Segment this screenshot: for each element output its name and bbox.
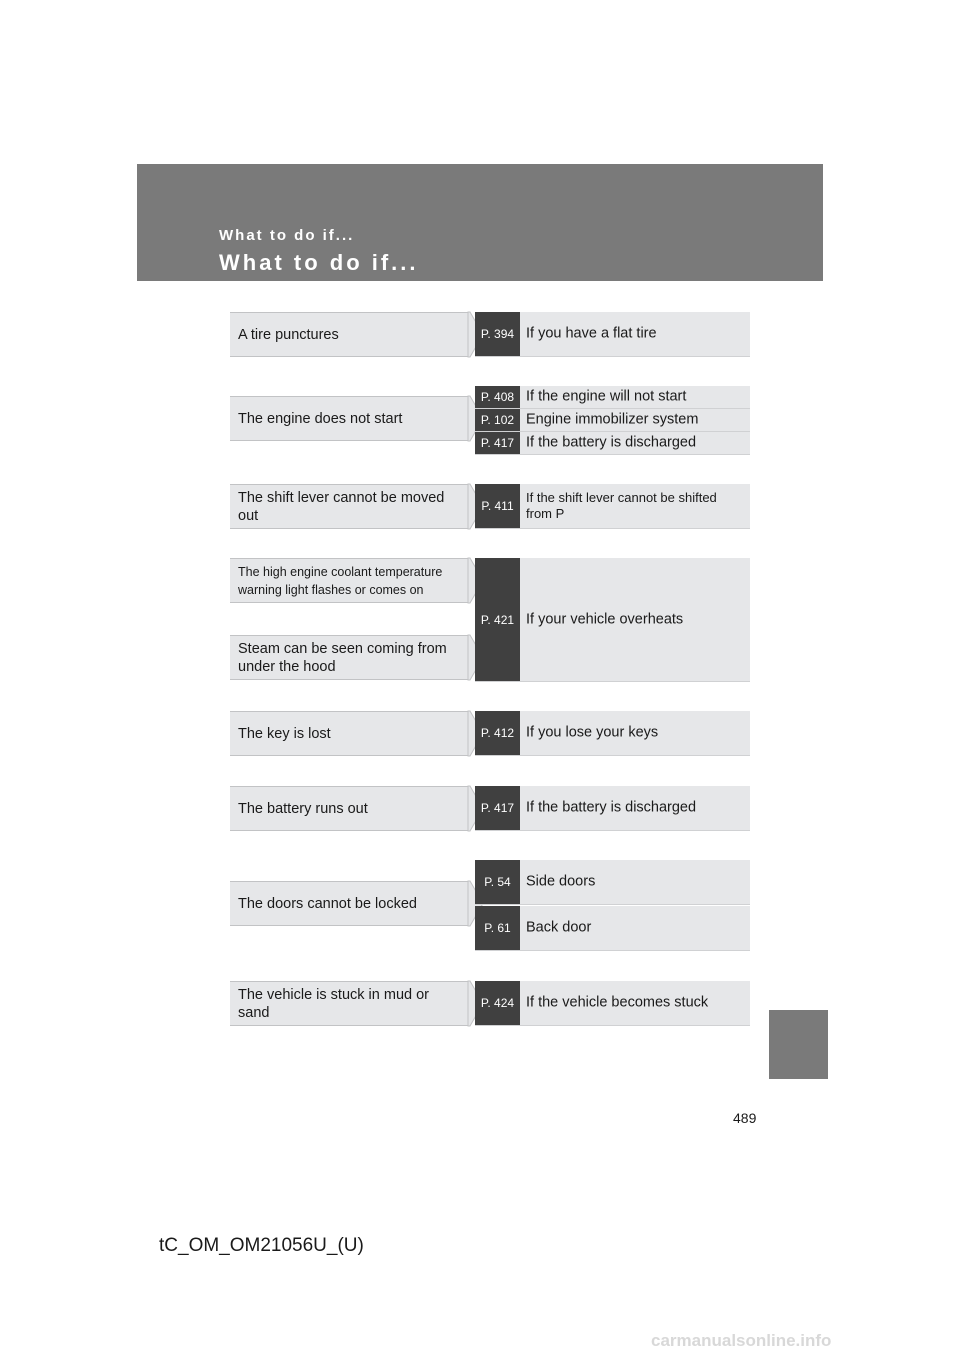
result-row: [475, 711, 750, 756]
result-label: If the engine will not start: [526, 388, 687, 405]
page-reference: P. 54: [475, 860, 520, 904]
condition-text: The engine does not start: [238, 410, 403, 427]
page-reference: P. 411: [475, 484, 520, 528]
condition-box: [230, 484, 470, 529]
condition-text: The battery runs out: [238, 800, 368, 817]
page-reference: P. 102: [475, 409, 520, 431]
result-row: [475, 981, 750, 1026]
page-reference: P. 61: [475, 906, 520, 950]
page-reference: P. 408: [475, 386, 520, 408]
result-row: [475, 312, 750, 357]
result-row: [475, 409, 750, 432]
condition-text: The vehicle is stuck in mud or sand: [238, 986, 429, 1021]
page-number: 489: [733, 1110, 757, 1126]
result-label: If the battery is discharged: [526, 799, 697, 816]
result-row: [475, 386, 750, 409]
page-reference: P. 417: [475, 432, 520, 454]
result-label: If you have a flat tire: [526, 325, 657, 342]
condition-text: The high engine coolant temperature warning light flashes or comes on: [238, 564, 443, 597]
page-reference: P. 424: [475, 981, 520, 1025]
page-reference: P. 412: [475, 711, 520, 755]
result-label: If you lose your keys: [526, 724, 659, 741]
result-label: If the shift lever cannot be shifted from P: [526, 490, 717, 521]
section-subtitle: What to do if...: [219, 227, 355, 244]
condition-text: A tire punctures: [238, 326, 339, 343]
footer-watermark: carmanualsonline.info: [651, 1331, 832, 1350]
chapter-tab: [769, 1010, 828, 1079]
result-label: If your vehicle overheats: [526, 611, 684, 627]
document-id: tC_OM_OM21056U_(U): [159, 1235, 364, 1256]
page-title: What to do if...: [219, 250, 419, 275]
condition-box: [230, 558, 470, 603]
condition-text: The key is lost: [238, 725, 331, 742]
condition-text: The shift lever cannot be moved out: [238, 489, 445, 524]
page-reference: P. 421: [475, 558, 520, 681]
condition-box: [230, 711, 470, 756]
condition-box: [230, 396, 470, 441]
page-reference: P. 394: [475, 312, 520, 356]
condition-text: Steam can be seen coming from under the hood: [238, 640, 447, 675]
condition-box: [230, 786, 470, 831]
result-label: Engine immobilizer system: [526, 411, 699, 428]
condition-box: [230, 312, 470, 357]
page-reference: P. 417: [475, 786, 520, 830]
result-row: [475, 786, 750, 831]
condition-box: [230, 881, 470, 926]
result-row: [475, 860, 750, 905]
result-label: Side doors: [526, 873, 596, 890]
result-label: If the battery is discharged: [526, 434, 697, 451]
condition-text: The doors cannot be locked: [238, 895, 417, 912]
section-header: [137, 164, 823, 281]
result-label: If the vehicle becomes stuck: [526, 994, 709, 1011]
condition-box: [230, 981, 470, 1026]
condition-box: [230, 635, 470, 680]
result-label: Back door: [526, 919, 592, 936]
result-row: [475, 484, 750, 529]
result-row: [475, 558, 750, 682]
result-row: [475, 432, 750, 455]
result-row: [475, 906, 750, 951]
